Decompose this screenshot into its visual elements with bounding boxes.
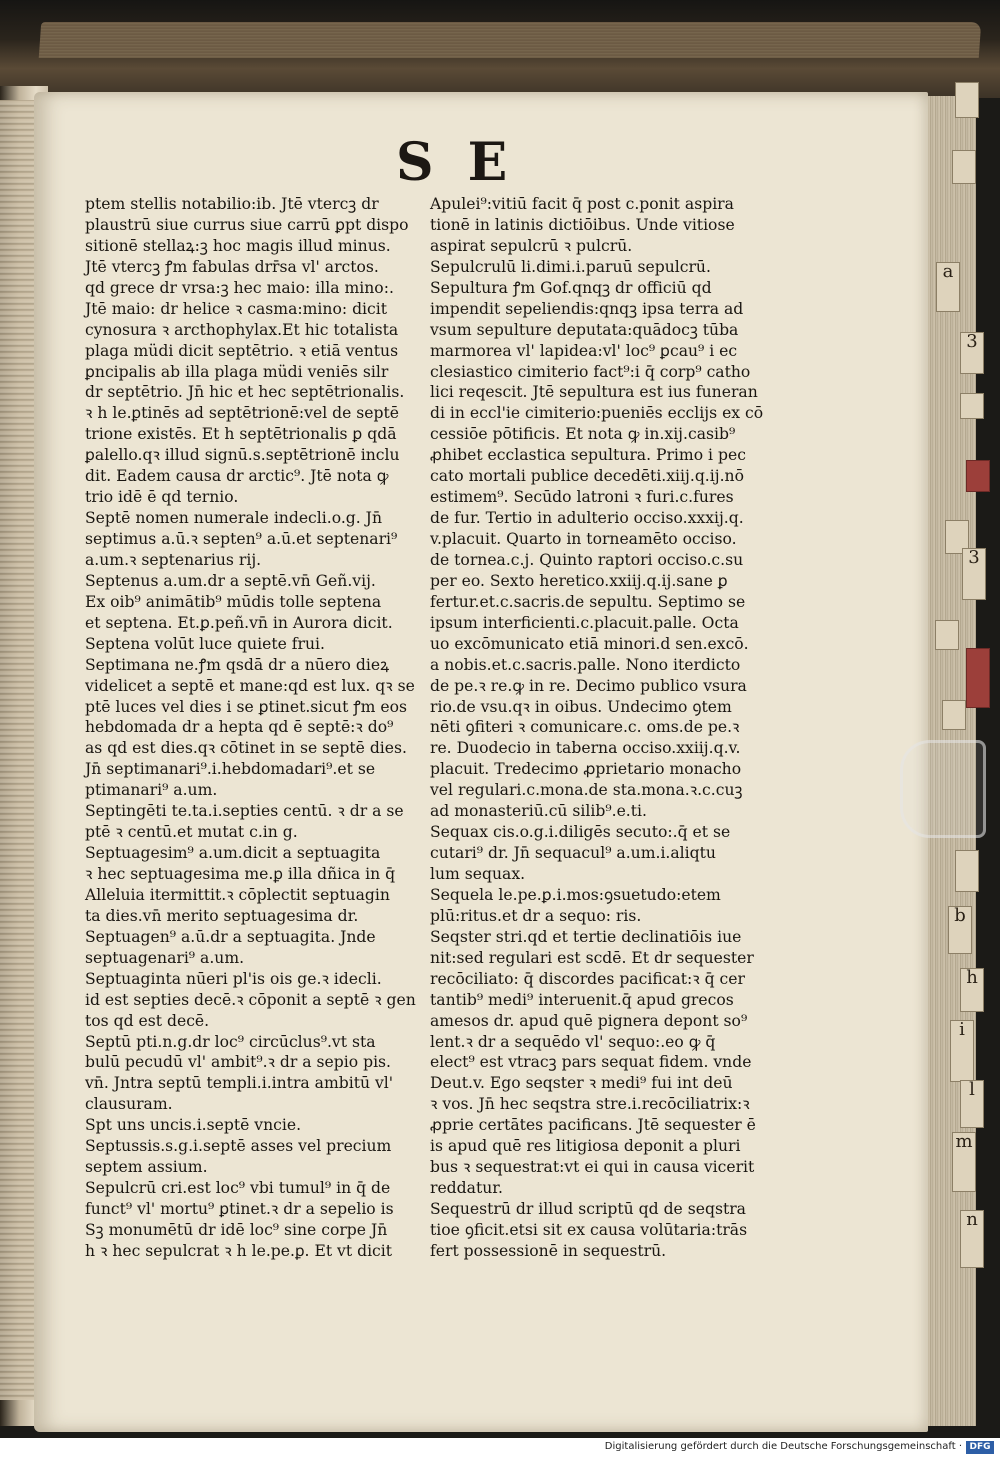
text-line: Septē nomen numerale indecli.o.g. Jn̄ <box>85 509 382 528</box>
index-tab: 3 <box>962 548 986 600</box>
text-line: trione existēs. Et h septētrionalis ꝑ qdā <box>85 425 397 444</box>
text-line: clesiastico cimiterio fact⁹:i q̄ corp⁹ catho <box>430 362 751 381</box>
index-tab <box>952 150 976 184</box>
text-line: et septena. Et.ꝑ.peñ.vn̄ in Aurora dicit. <box>85 613 393 632</box>
text-line: Septingēti te.ta.i.septies centū. ꝛ dr a se <box>85 802 404 821</box>
text-line: septem assium. <box>85 1158 208 1177</box>
text-line: funct⁹ vl' mortu⁹ ꝑtinet.ꝛ dr a sepelio is <box>85 1200 394 1218</box>
index-tab <box>955 82 979 118</box>
text-line: amesos dr. apud quē pignera depont so⁹ <box>430 1011 748 1030</box>
index-tab <box>966 648 990 708</box>
index-tab <box>955 850 979 892</box>
text-line: tos qd est decē. <box>85 1011 210 1030</box>
text-line: ꝓprie certātes pacificans. Jtē sequester ē <box>430 1116 756 1135</box>
text-line: uo excōmunicato etiā minori.d sen.excō. <box>430 634 749 653</box>
index-tab: l <box>960 1080 984 1128</box>
text-line: lici reqescit. Jtē sepultura est ius funeran <box>430 383 758 402</box>
index-tab <box>966 460 990 492</box>
text-line: recōciliato: q̄ discordes pacificat:ꝛ q̄ cer <box>430 969 745 988</box>
index-tab <box>960 393 984 419</box>
text-line: Septū pti.n.g.dr loc⁹ circūclus⁹.vt sta <box>85 1032 376 1051</box>
text-line: impendit sepeliendis:qnqꝫ ipsa terra ad <box>430 299 744 318</box>
text-line: sitionē stellaꝝ:ꝫ hoc magis illud minus. <box>85 236 391 255</box>
text-line: de pe.ꝛ re.ꝙ in re. Decimo publico vsura <box>430 676 747 695</box>
text-line: marmorea vl' lapidea:vl' loc⁹ ꝑcau⁹ i ec <box>430 341 738 360</box>
text-line: Seqster stri.qd et tertie declinatiōis iue <box>430 927 742 946</box>
text-line: a nobis.et.c.sacris.palle. Nono iterdicto <box>430 655 741 674</box>
index-tab: 3 <box>960 332 984 374</box>
text-line: Ex oib⁹ animātib⁹ mūdis tolle septena <box>85 592 382 611</box>
text-line: vn̄. Jntra septū templi.i.intra ambitū vl' <box>85 1074 394 1093</box>
index-tab: h <box>960 968 984 1012</box>
page-block-top <box>39 22 982 58</box>
text-line: ptē ꝛ centū.et mutat c.in g. <box>85 823 298 842</box>
text-line: Sꝫ monumētū dr idē loc⁹ sine corpe Jn̄ <box>85 1220 388 1239</box>
text-line: ꝑalello.qꝛ illud signū.s.septētrionē inclu <box>85 446 400 465</box>
text-line: per eo. Sexto heretico.xxiij.q.ij.sane ꝑ <box>430 571 728 590</box>
dfg-logo: DFG <box>966 1441 994 1454</box>
text-line: qd grece dr vrsa:ꝫ hec maio: illa mino:. <box>85 278 394 297</box>
text-line: Septuagen⁹ a.ū.dr a septuagita. Jnde <box>85 927 376 946</box>
text-line: rio.de vsu.qꝛ in oibus. Undecimo ꝯtem <box>430 697 732 716</box>
text-line: ꝓhibet ecclastica sepultura. Primo i pec <box>430 446 746 465</box>
text-line: vel regulari.c.mona.de sta.mona.ꝛ.c.cuꝫ <box>430 781 743 800</box>
index-tab: b <box>948 906 972 954</box>
text-line: vsum sepulture deputata:quādocꝫ tūba <box>430 320 739 339</box>
text-line: Sepulcrū cri.est loc⁹ vbi tumul⁹ in q̄ de <box>85 1179 391 1198</box>
text-line: ꝑncipalis ab illa plaga müdi veniēs silr <box>85 362 389 381</box>
text-line: re. Duodecio in taberna occiso.xxiij.q.v. <box>430 739 741 758</box>
text-line: Sequestrū dr illud scriptū qd de seqstra <box>430 1200 746 1218</box>
text-line: clausuram. <box>85 1095 173 1114</box>
text-line: plaustrū siue currus siue carrū ꝑpt dispo <box>85 215 409 234</box>
text-line: septimus a.ū.ꝛ septen⁹ a.ū.et septenari⁹ <box>85 530 398 548</box>
text-line: a.um.ꝛ septenarius rij. <box>85 550 262 569</box>
text-line: bus ꝛ sequestrat:vt ei qui in causa vicerit <box>430 1158 755 1177</box>
footer-credit: Digitalisierung gefördert durch die Deutsche Forschungsgemeinschaft · <box>604 1441 962 1452</box>
text-line: v.placuit. Quarto in torneamēto occiso. <box>430 530 737 548</box>
text-line: bulū pecudū vl' ambit⁹.ꝛ dr a sepio pis. <box>85 1053 392 1072</box>
text-line: Spt uns uncis.i.septē vncie. <box>85 1116 302 1135</box>
text-line: is apud quē res litigiosa deponit a pluri <box>430 1137 741 1156</box>
text-line: cato mortali publice decedēti.xiij.q.ij.nō <box>430 467 744 486</box>
text-line: dit. Eadem causa dr arctic⁹. Jtē nota ꝙ <box>85 467 389 486</box>
text-line: plaga müdi dicit septētrio. ꝛ etiā ventus <box>85 341 399 360</box>
text-line: Septuaginta nūeri pl'is ois ge.ꝛ idecli. <box>85 969 382 988</box>
text-line: de fur. Tertio in adulterio occiso.xxxij.q. <box>430 509 744 528</box>
text-line: Septenus a.um.dr a septē.vn̄ Geñ.vij. <box>85 571 376 590</box>
text-line: nit:sed regulari est scdē. Et dr sequester <box>430 948 754 967</box>
text-line: tionē in latinis dictiōibus. Unde vitiose <box>430 215 735 234</box>
page-heading: S E <box>396 132 516 193</box>
text-line: elect⁹ est vtracꝫ pars sequat fidem. vnde <box>430 1053 752 1072</box>
text-line: Jn̄ septimanari⁹.i.hebdomadari⁹.et se <box>85 760 376 779</box>
text-line: Septuagesim⁹ a.um.dicit a septuagita <box>85 844 381 863</box>
index-tab <box>935 620 959 650</box>
text-line: Apulei⁹:vitiū facit q̄ post c.ponit aspira <box>430 195 734 213</box>
text-line: Septimana ne.ꝭm qsdā dr a nūero dieꝝ <box>85 655 390 674</box>
text-line: ptē luces vel dies i se ꝑtinet.sicut ꝭm eos <box>85 697 408 716</box>
text-line: tantib⁹ medi⁹ interuenit.q̄ apud grecos <box>430 990 734 1009</box>
text-line: estimem⁹. Secūdo latroni ꝛ furi.c.fures <box>430 488 734 507</box>
text-line: ad monasteriū.cū silib⁹.e.ti. <box>430 802 647 821</box>
text-line: Jtē vtercꝫ ꝭm fabulas drr̄sa vl' arctos. <box>85 257 379 276</box>
text-line: Jtē maio: dr helice ꝛ casma:mino: dicit <box>85 299 388 318</box>
text-line: Sepulcrulū li.dimi.i.paruū sepulcrū. <box>430 257 711 276</box>
text-line: septuagenari⁹ a.um. <box>85 948 245 967</box>
text-line: Sepultura ꝭm Gof.qnqꝫ dr officiū qd <box>430 278 712 297</box>
text-line: fertur.et.c.sacris.de sepultu. Septimo se <box>430 592 746 611</box>
index-tab: m <box>952 1132 976 1192</box>
left-text-column <box>85 194 415 1262</box>
text-line: trio idē ē qd ternio. <box>85 488 239 507</box>
text-line: nēti ꝯfiteri ꝛ comunicare.c. oms.de pe.ꝛ <box>430 718 740 737</box>
text-line: as qd est dies.qꝛ cōtinet in se septē dies. <box>85 739 407 758</box>
text-line: lent.ꝛ dr a sequēdo vl' sequo:.eo ꝙ q̄ <box>430 1032 716 1051</box>
text-line: lum sequax. <box>430 865 526 883</box>
text-line: fert possessionē in sequestrū. <box>430 1241 667 1260</box>
text-line: aspirat sepulcrū ꝛ pulcrū. <box>430 236 633 255</box>
text-line: h ꝛ hec sepulcrat ꝛ h le.pe.ꝑ. Et vt dicit <box>85 1241 393 1260</box>
text-line: cutari⁹ dr. Jn̄ sequacul⁹ a.um.i.aliqtu <box>430 844 716 863</box>
right-text-column <box>430 194 764 1262</box>
text-line: dr septētrio. Jn̄ hic et hec septētrionalis. <box>85 383 405 402</box>
text-line: di in eccl'ie cimiterio:pueniēs ecclijs ex cō <box>430 404 764 423</box>
index-tab: i <box>950 1020 974 1082</box>
text-line: Sequax cis.o.g.i.diligēs secuto:.q̄ et se <box>430 823 731 842</box>
text-line: placuit. Tredecimo ꝓprietario monacho <box>430 760 742 779</box>
text-line: reddatur. <box>430 1179 503 1198</box>
text-line: Deut.v. Ego seqster ꝛ medi⁹ fui int deū <box>430 1074 733 1093</box>
text-line: ꝛ vos. Jn̄ hec seqstra stre.i.recōciliatrix:ꝛ <box>430 1095 750 1114</box>
text-line: Septussis.s.g.i.septē asses vel precium <box>85 1137 392 1156</box>
text-line: ta dies.vn̄ merito septuagesima dr. <box>85 906 359 925</box>
index-tab: n <box>960 1210 984 1268</box>
text-line: Sequela le.pe.ꝑ.i.mos:ꝯsuetudo:etem <box>430 885 721 904</box>
text-line: ptimanari⁹ a.um. <box>85 781 218 800</box>
text-line: tioe ꝯficit.etsi sit ex causa volūtaria:trās <box>430 1220 748 1239</box>
text-line: Alleluia itermittit.ꝛ cōplectit septuagin <box>85 885 390 904</box>
text-line: ipsum interficienti.c.placuit.palle. Octa <box>430 613 739 632</box>
text-line: cynosura ꝛ arcthophylax.Et hic totalista <box>85 320 399 339</box>
metal-clip <box>900 740 986 838</box>
text-line: de tornea.c.j. Quinto raptori occiso.c.su <box>430 550 744 569</box>
index-tab <box>942 700 966 730</box>
text-line: ꝛ hec septuagesima me.ꝑ illa dñica in q̄ <box>85 865 396 883</box>
text-line: ꝛ h le.ꝑtinēs ad septētrionē:vel de septē <box>85 404 400 423</box>
text-line: cessiōe pōtificis. Et nota ꝙ in.xij.casib⁹ <box>430 425 736 444</box>
text-line: videlicet a septē et mane:qd est lux. qꝛ se <box>85 676 415 695</box>
text-line: Septena volūt luce quiete frui. <box>85 634 325 653</box>
text-line: id est septies decē.ꝛ cōponit a septē ꝛ gen <box>85 990 416 1009</box>
index-tab: a <box>936 262 960 312</box>
text-line: plū:ritus.et dr a sequo: ris. <box>430 906 642 925</box>
text-line: ptem stellis notabilio:ib. Jtē vtercꝫ dr <box>85 195 379 213</box>
text-line: hebdomada dr a hepta qd ē septē:ꝛ do⁹ <box>85 718 394 737</box>
